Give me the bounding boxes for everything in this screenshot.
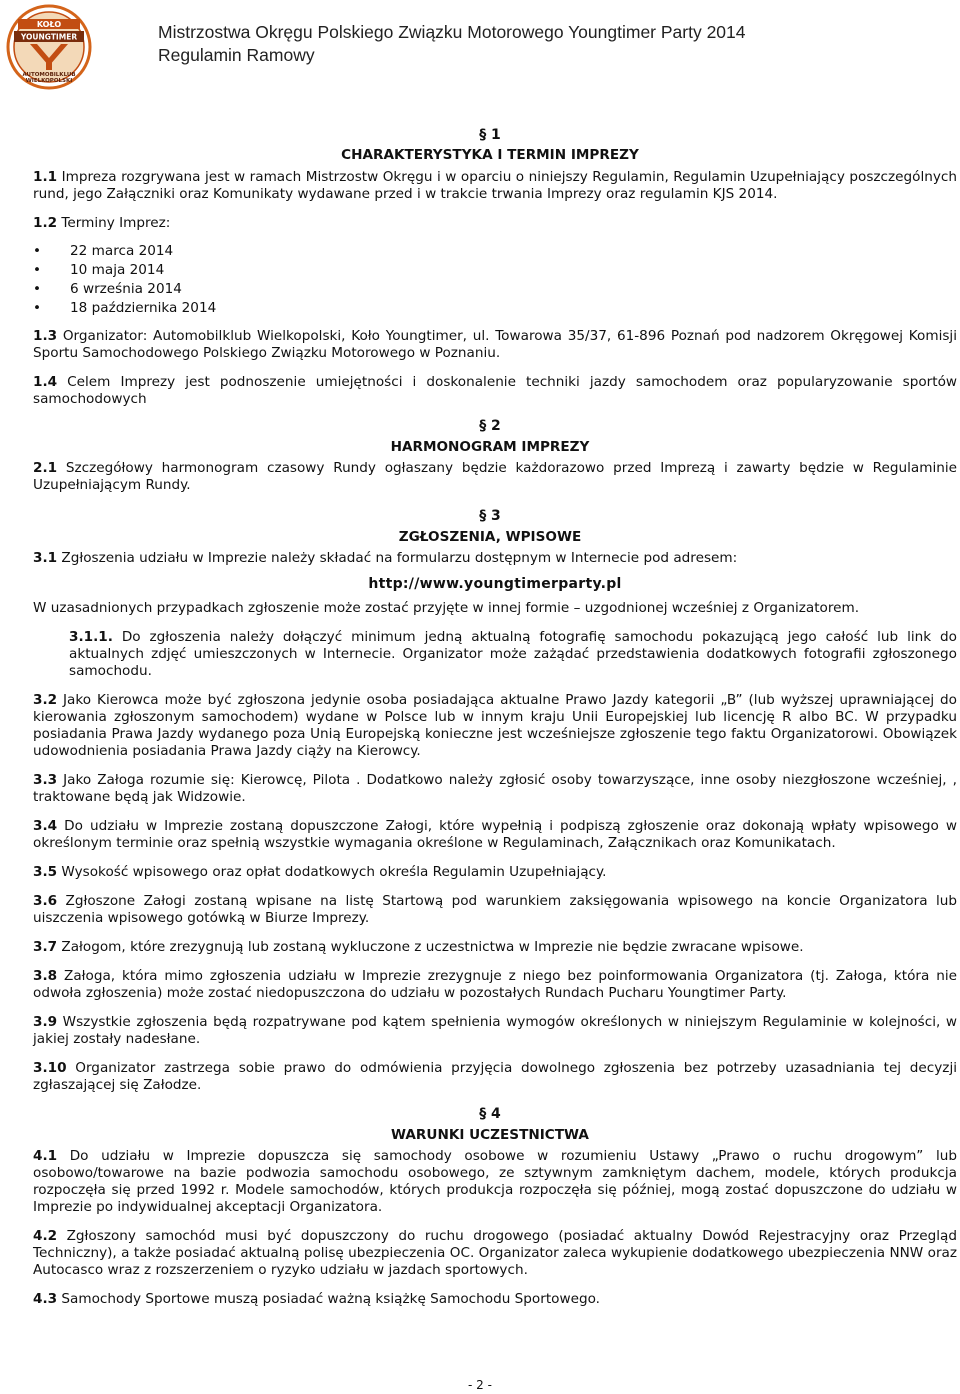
paragraph-number: 3.9 bbox=[33, 1014, 58, 1030]
paragraph-number: 3.2 bbox=[33, 692, 58, 708]
paragraph-text: Załoga, która mimo zgłoszenia udziału w Imprezie zrezygnuje z niego bez poinformowania Organizatora (tj. Załoga, która nie odwoła zgłoszenia) może zostać niedopuszczona do udziału w pozostałych Rundach Pucharu Youngtimer Party. bbox=[33, 968, 957, 1001]
section-title: WARUNKI UCZESTNICTWA bbox=[391, 1127, 589, 1143]
paragraph-number: 3.7 bbox=[33, 939, 58, 955]
section-number: § 3 bbox=[479, 508, 501, 524]
header-title: Mistrzostwa Okręgu Polskiego Związku Motorowego Youngtimer Party 2014 bbox=[158, 22, 746, 42]
list-item: • 6 września 2014 bbox=[70, 280, 957, 299]
paragraph-text: Zgłoszone Załogi zostaną wpisane na listę Startową pod warunkiem zaksięgowania wpisowego na koncie Organizatora lub uiszczenia wpisowego gotówką w Biurze Imprezy. bbox=[33, 893, 957, 926]
paragraph-1-2 bbox=[33, 215, 957, 232]
paragraph-text: Szczegółowy harmonogram czasowy Rundy ogłaszany będzie każdorazowo przed Imprezą i zawarty będzie w Regulaminie Uzupełniającym Rundy. bbox=[33, 460, 957, 493]
list-item: • 22 marca 2014 bbox=[70, 242, 957, 261]
paragraph-text: Terminy Imprez: bbox=[57, 215, 171, 231]
paragraph-text: Impreza rozgrywana jest w ramach Mistrzostw Okręgu i w oparciu o niniejszy Regulamin, Regulamin Uzupełniający poszczególnych rund, jego Załączniki oraz Komunikaty wydawane przed i w trakcie trwania Imprezy oraz regulamin KJS 2014. bbox=[33, 169, 957, 202]
paragraph-number: 3.3 bbox=[33, 772, 58, 788]
paragraph-text: Organizator: Automobilklub Wielkopolski, Koło Youngtimer, ul. Towarowa 35/37, 61-896 Poznań pod nadzorem Okręgowej Komisji Sportu Samochodowego Polskiego Związku Motorowego w Poznaniu. bbox=[33, 328, 957, 361]
paragraph-3-1 bbox=[33, 550, 957, 567]
paragraph-number: 4.3 bbox=[33, 1291, 58, 1307]
paragraph-number: 3.1 bbox=[33, 550, 58, 566]
section-title: ZGŁOSZENIA, WPISOWE bbox=[398, 529, 582, 545]
paragraph-number: 1.3 bbox=[33, 328, 58, 344]
section-title: CHARAKTERYSTYKA I TERMIN IMPREZY bbox=[341, 147, 639, 163]
document-body bbox=[33, 125, 957, 1308]
paragraph-3-10 bbox=[33, 1060, 957, 1094]
paragraph-4-2 bbox=[33, 1228, 957, 1279]
paragraph-text: Wszystkie zgłoszenia będą rozpatrywane pod kątem spełnienia wymogów określonych w niniejszym Regulaminie w kolejności, w jakiej zostały nadesłane. bbox=[33, 1014, 957, 1047]
paragraph-3-2 bbox=[33, 692, 957, 760]
paragraph-text: Wysokość wpisowego oraz opłat dodatkowych określa Regulamin Uzupełniający. bbox=[57, 864, 607, 880]
logo-bottom-text1: AUTOMOBILKLUB bbox=[22, 72, 76, 78]
paragraph-text: Do zgłoszenia należy dołączyć minimum jedną aktualną fotografię samochodu pokazującą jego całość lub link do aktualnych zdjęć umieszczonych w Internecie. Organizator może zażądać przedstawienia dodatkowych fotografii zgłoszonego samochodu. bbox=[69, 629, 957, 679]
paragraph-number: 1.1 bbox=[33, 169, 58, 185]
paragraph-2-1 bbox=[33, 460, 957, 494]
header-subtitle: Regulamin Ramowy bbox=[158, 45, 315, 65]
logo-top-text: KOŁO bbox=[36, 20, 62, 29]
paragraph-text: Jako Kierowca może być zgłoszona jedynie osoba posiadająca aktualne Prawo Jazdy kategorii „B” (lub wyższej uprawniającej do kierowania zgłoszonym samochodem) wydane w Polsce lub w innym kraju Unii Europejskiej lub licencję R albo BC. W przypadku posiadania Prawa Jazdy wydanego poza Unią Europejską konieczne jest wcześniejsze zgłoszenie tego faktu Organizatorowi. Obowiązek udowodnienia posiadania Prawa Jazdy ciąży na Kierowcy. bbox=[33, 692, 957, 759]
paragraph-number: 1.2 bbox=[33, 215, 58, 231]
paragraph-4-1 bbox=[33, 1148, 957, 1216]
paragraph-3-3 bbox=[33, 772, 957, 806]
paragraph-3-6 bbox=[33, 893, 957, 927]
paragraph-4-3 bbox=[33, 1291, 957, 1308]
section-number: § 2 bbox=[479, 418, 501, 434]
paragraph-text: Jako Załoga rozumie się: Kierowcę, Pilota . Dodatkowo należy zgłosić osoby towarzyszące, inne osoby niezgłoszone wcześniej, , traktowane będą jak Widzowie. bbox=[33, 772, 957, 805]
list-item: • 10 maja 2014 bbox=[70, 261, 957, 280]
paragraph-number: 3.8 bbox=[33, 968, 58, 984]
paragraph-number: 3.5 bbox=[33, 864, 58, 880]
paragraph-number: 3.1.1. bbox=[69, 629, 113, 645]
paragraph-1-3 bbox=[33, 328, 957, 362]
paragraph-text: Zgłoszenia udziału w Imprezie należy składać na formularzu dostępnym w Internecie pod adresem: bbox=[57, 550, 738, 566]
page-number: - 2 - bbox=[468, 1378, 492, 1392]
paragraph-number: 3.6 bbox=[33, 893, 58, 909]
paragraph-3-1-1 bbox=[69, 629, 957, 680]
paragraph-3-4 bbox=[33, 818, 957, 852]
logo-mid-text: YOUNGTIMER bbox=[20, 32, 78, 42]
paragraph-1-1 bbox=[33, 169, 957, 203]
paragraph-text: Organizator zastrzega sobie prawo do odmówienia przyjęcia dowolnego zgłoszenia bez potrzeby uzasadniania tej decyzji zgłaszającej się Załodze. bbox=[33, 1060, 957, 1093]
section-number: § 1 bbox=[479, 127, 501, 143]
paragraph-text: Zgłoszony samochód musi być dopuszczony do ruchu drogowego (posiadać aktualny Dowód Rejestracyjny oraz Przegląd Techniczny), a także posiadać aktualną polisę ubezpieczenia OC. Organizator zaleca wykupienie dodatkowego ubezpieczenia NNW oraz Autocasco wraz z rozszerzeniem o ryzyko udziału w jazdach sportowych. bbox=[33, 1228, 957, 1278]
section-title: HARMONOGRAM IMPREZY bbox=[390, 439, 590, 455]
paragraph-3-1b: W uzasadnionych przypadkach zgłoszenie może zostać przyjęte w innej formie – uzgodnionej wcześniej z Organizatorem. bbox=[33, 600, 860, 616]
paragraph-number: 3.4 bbox=[33, 818, 58, 834]
paragraph-3-5 bbox=[33, 864, 957, 881]
paragraph-3-8 bbox=[33, 968, 957, 1002]
paragraph-text: Do udziału w Imprezie zostaną dopuszczone Załogi, które wypełnią i podpiszą zgłoszenie oraz dokonają wpłaty wpisowego w określonym terminie oraz spełnią wszystkie wymagania określone w Regulaminach, Załącznikach oraz Komunikatach. bbox=[33, 818, 957, 851]
paragraph-number: 2.1 bbox=[33, 460, 58, 476]
paragraph-number: 4.1 bbox=[33, 1148, 58, 1164]
paragraph-number: 1.4 bbox=[33, 374, 58, 390]
paragraph-text: Celem Imprezy jest podnoszenie umiejętności i doskonalenie techniki jazdy samochodem oraz popularyzowanie sportów samochodowych bbox=[33, 374, 957, 407]
section-number: § 4 bbox=[479, 1106, 501, 1122]
club-logo bbox=[6, 4, 92, 90]
paragraph-number: 4.2 bbox=[33, 1228, 58, 1244]
paragraph-3-7 bbox=[33, 939, 957, 956]
paragraph-text: Załogom, które zrezygnują lub zostaną wykluczone z uczestnictwa w Imprezie nie będzie zwracane wpisowe. bbox=[57, 939, 804, 955]
list-item: • 18 października 2014 bbox=[70, 299, 957, 318]
paragraph-3-9 bbox=[33, 1014, 957, 1048]
event-dates-list bbox=[70, 242, 957, 318]
paragraph-1-4 bbox=[33, 374, 957, 408]
paragraph-text: Do udziału w Imprezie dopuszcza się samochody osobowe w rozumieniu Ustawy „Prawo o ruchu drogowym” lub osobowo/towarowe na bazie podwozia samochodu osobowego, ze sztywnym zamkniętym dachem, modele, których produkcja rozpoczęła się przed 1992 r. Modele samochodów, których produkcja rozpoczęła się później, mogą zostać dopuszczone do udziału w Imprezie po indywidualnej akceptacji Organizatora. bbox=[33, 1148, 957, 1215]
registration-url-link[interactable]: http://www.youngtimerparty.pl bbox=[368, 576, 622, 592]
paragraph-text: Samochody Sportowe muszą posiadać ważną książkę Samochodu Sportowego. bbox=[57, 1291, 600, 1307]
paragraph-number: 3.10 bbox=[33, 1060, 67, 1076]
logo-bottom-text2: WIELKOPOLSKI bbox=[25, 78, 73, 84]
